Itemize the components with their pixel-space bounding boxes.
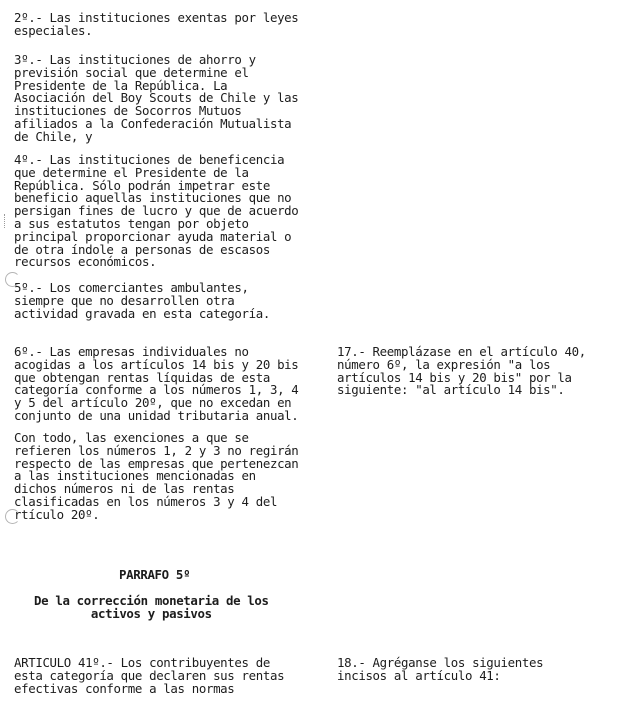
paragraph-2: 2º.- Las instituciones exentas por leyes especiales. (14, 10, 299, 38)
section-title: PARRAFO 5º (119, 567, 191, 582)
section-subtitle: De la corrección monetaria de los activos y pasivos (34, 593, 269, 621)
paragraph-4: 4º.- Las instituciones de beneficencia que determine el Presidente de la República. Sólo podrán impetrar este beneficio aquellas instituciones que no persigan fines de lucro y que de acuerdo a sus estatutos tengan por objeto principal proporcionar ayuda material o de otra índole a personas de escasos recursos económicos. (14, 152, 299, 270)
article-41: ARTICULO 41º.- Los contribuyentes de esta categoría que declaren sus rentas efectivas conforme a las normas (14, 655, 285, 696)
paragraph-6: 6º.- Las empresas individuales no acogidas a los artículos 14 bis y 20 bis que obtengan rentas líquidas de esta categoría conforme a los números 1, 3, 4 y 5 del artículo 20º, que no excedan en conjunto de una unidad tributaria anual. (14, 344, 299, 423)
paragraph-17: 17.- Reemplázase en el artículo 40, número 6º, la expresión "a los artículos 14 bis y 20 bis" por la siguiente: "al artículo 14 bis". (337, 344, 586, 398)
paragraph-5: 5º.- Los comerciantes ambulantes, siempre que no desarrollen otra actividad gravada en esta categoría. (14, 280, 270, 321)
paragraph-exenciones: Con todo, las exenciones a que se refieren los números 1, 2 y 3 no regirán respecto de las empresas que pertenezcan a las instituciones mencionadas en dichos números ni de las rentas clasificadas en los números 3 y 4 del rtículo 20º. (14, 430, 299, 522)
punch-hole-mark (5, 272, 20, 287)
scan-mark (4, 214, 8, 228)
paragraph-3: 3º.- Las instituciones de ahorro y previsión social que determine el Presidente de la República. La Asociación del Boy Scouts de Chile y las instituciones de Socorros Mutuos afiliados a la Confederación Mutualista de Chile, y (14, 52, 299, 144)
paragraph-18: 18.- Agréganse los siguientes incisos al artículo 41: (337, 655, 544, 683)
punch-hole-mark (5, 509, 20, 524)
